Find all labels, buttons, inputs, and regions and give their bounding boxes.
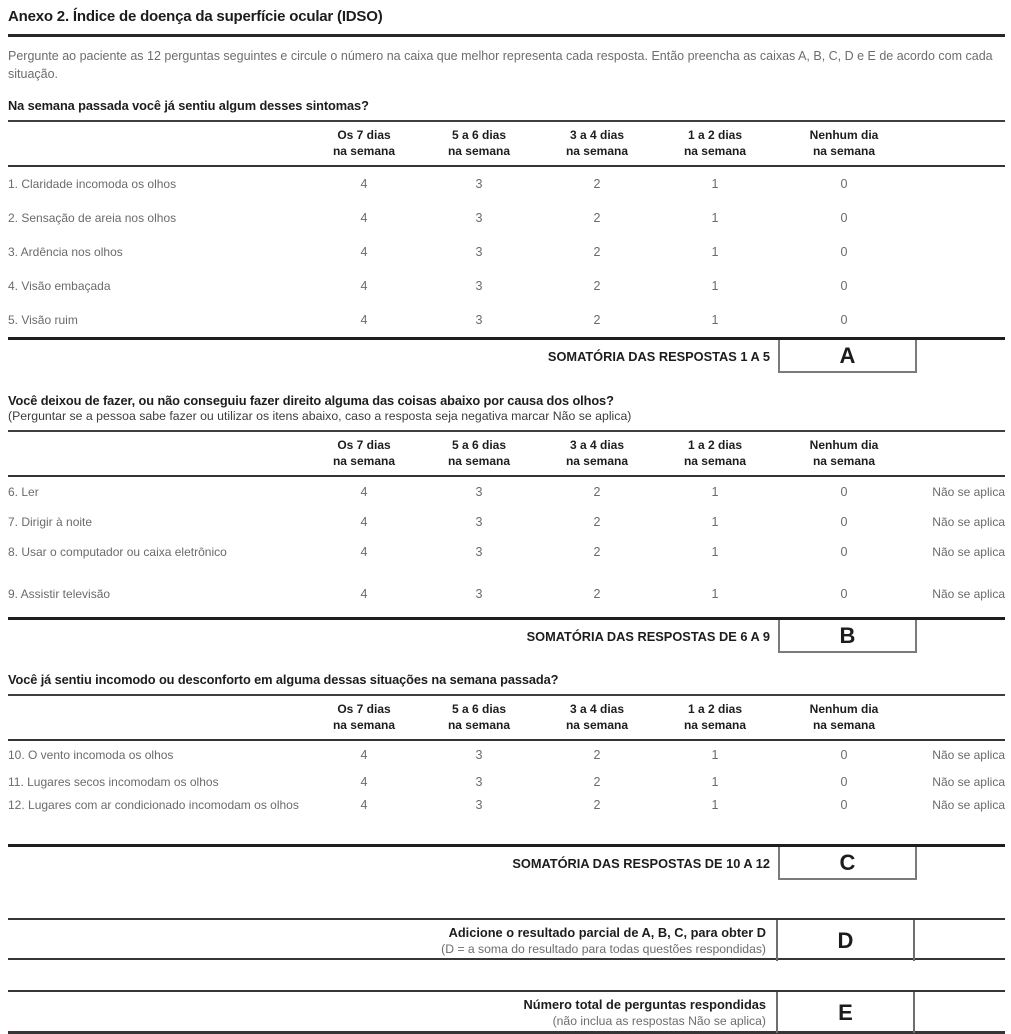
score-cell[interactable]: 0 (840, 798, 848, 812)
column-header-1-2days: 1 a 2 dias na semana (683, 128, 747, 158)
score-cell[interactable]: 3 (475, 747, 483, 762)
score-cell[interactable]: 2 (593, 245, 601, 259)
na-cell[interactable]: Não se aplica (932, 747, 1005, 762)
score-cell[interactable]: 1 (711, 545, 719, 559)
sum-row-a (8, 337, 1005, 376)
score-cell[interactable]: 1 (711, 177, 719, 191)
score-cell[interactable]: 3 (475, 774, 483, 789)
column-header-noday: Nenhum dia na semana (809, 128, 879, 158)
question-label: 1. Claridade incomoda os olhos (8, 177, 177, 191)
score-cell[interactable]: 2 (593, 279, 601, 293)
column-header-7days: Os 7 dias na semana (332, 438, 396, 468)
sum-box-c[interactable] (778, 847, 917, 880)
na-column-spacer (914, 701, 1005, 733)
sum-label-a: SOMATÓRIA DAS RESPOSTAS 1 A 5 (547, 349, 770, 364)
score-cell[interactable]: 0 (840, 485, 848, 499)
column-header-3-4days: 3 a 4 dias na semana (565, 702, 629, 732)
section-2-heading: Você deixou de fazer, ou não conseguiu fazer direito alguma das coisas abaixo por causa dos olhos? (8, 393, 614, 408)
score-cell[interactable]: 2 (593, 587, 601, 601)
section-2-column-headers (8, 430, 1005, 477)
question-label: 3. Ardência nos olhos (8, 245, 123, 259)
total-label-main: Adicione o resultado parcial de A, B, C, para obter D (448, 925, 766, 940)
result-box-e[interactable] (776, 992, 915, 1033)
score-cell[interactable]: 4 (360, 545, 368, 559)
score-cell[interactable]: 3 (475, 245, 483, 259)
score-cell[interactable]: 2 (593, 515, 601, 529)
question-label: 2. Sensação de areia nos olhos (8, 211, 177, 225)
sum-box-letter-a: A (839, 342, 856, 368)
score-cell[interactable]: 2 (593, 177, 601, 191)
column-header-noday: Nenhum dia na semana (809, 438, 879, 468)
question-label: 11. Lugares secos incomodam os olhos (8, 774, 219, 789)
na-column-spacer (914, 437, 1005, 469)
score-cell[interactable]: 0 (840, 177, 848, 191)
score-cell[interactable]: 0 (840, 515, 848, 529)
sum-label-c: SOMATÓRIA DAS RESPOSTAS DE 10 A 12 (512, 856, 770, 871)
score-cell[interactable]: 4 (360, 774, 368, 789)
question-label: 12. Lugares com ar condicionado incomodam os olhos (8, 798, 299, 812)
score-cell[interactable]: 0 (840, 313, 848, 327)
question-row-7 (8, 507, 1005, 537)
sum-box-letter-b: B (839, 622, 856, 648)
score-cell[interactable]: 4 (360, 245, 368, 259)
question-row-10 (8, 741, 1005, 768)
column-header-7days: Os 7 dias na semana (332, 128, 396, 158)
score-cell[interactable]: 1 (711, 211, 719, 225)
score-cell[interactable]: 0 (840, 245, 848, 259)
na-cell[interactable]: Não se aplica (932, 545, 1005, 559)
question-row-11 (8, 768, 1005, 795)
question-column-spacer (8, 437, 308, 469)
result-cell-e[interactable] (915, 992, 1005, 1033)
score-cell[interactable]: 4 (360, 313, 368, 327)
na-cell[interactable]: Não se aplica (932, 774, 1005, 789)
question-row-5 (8, 303, 1005, 337)
score-cell[interactable]: 4 (360, 279, 368, 293)
score-cell[interactable]: 3 (475, 211, 483, 225)
score-cell[interactable]: 0 (840, 747, 848, 762)
question-row-9 (8, 579, 1005, 609)
question-label: 9. Assistir televisão (8, 587, 111, 601)
score-cell[interactable]: 0 (840, 279, 848, 293)
na-column-spacer (914, 127, 1005, 159)
section-2-subheading: (Perguntar se a pessoa sabe fazer ou utilizar os itens abaixo, caso a resposta seja negativa marcar Não se aplica) (8, 409, 632, 423)
question-label: 5. Visão ruim (8, 313, 78, 327)
question-label: 6. Ler (8, 485, 39, 499)
question-column-spacer (8, 127, 308, 159)
score-cell[interactable]: 2 (593, 798, 601, 812)
question-row-8 (8, 537, 1005, 567)
score-cell[interactable]: 4 (360, 485, 368, 499)
na-cell[interactable]: Não se aplica (932, 587, 1005, 601)
score-cell[interactable]: 4 (360, 587, 368, 601)
sum-box-b[interactable] (778, 620, 917, 653)
score-cell[interactable]: 3 (475, 313, 483, 327)
question-row-3 (8, 235, 1005, 269)
page-title: Anexo 2. Índice de doença da superfície ocular (IDSO) (8, 0, 1005, 37)
question-label: 7. Dirigir à noite (8, 515, 93, 529)
result-cell-d[interactable] (915, 920, 1005, 961)
column-header-1-2days: 1 a 2 dias na semana (683, 438, 747, 468)
score-cell[interactable]: 4 (360, 798, 368, 812)
question-row-2 (8, 201, 1005, 235)
column-header-7days: Os 7 dias na semana (332, 702, 396, 732)
score-cell[interactable]: 1 (711, 774, 719, 789)
score-cell[interactable]: 0 (840, 211, 848, 225)
column-header-noday: Nenhum dia na semana (809, 702, 879, 732)
column-header-1-2days: 1 a 2 dias na semana (683, 702, 747, 732)
score-cell[interactable]: 2 (593, 747, 601, 762)
score-cell[interactable]: 4 (360, 211, 368, 225)
section-3-column-headers (8, 694, 1005, 741)
question-label: 4. Visão embaçada (8, 279, 111, 293)
score-cell[interactable]: 1 (711, 798, 719, 812)
score-cell[interactable]: 1 (711, 245, 719, 259)
score-cell[interactable]: 4 (360, 515, 368, 529)
total-label-d (8, 920, 776, 961)
column-header-5-6days: 5 a 6 dias na semana (447, 438, 511, 468)
total-label-main: Número total de perguntas respondidas (523, 997, 766, 1012)
score-cell[interactable]: 3 (475, 545, 483, 559)
score-cell[interactable]: 3 (475, 177, 483, 191)
score-cell[interactable]: 1 (711, 515, 719, 529)
column-header-3-4days: 3 a 4 dias na semana (565, 438, 629, 468)
column-header-5-6days: 5 a 6 dias na semana (447, 702, 511, 732)
score-cell[interactable]: 3 (475, 587, 483, 601)
score-cell[interactable]: 3 (475, 485, 483, 499)
score-cell[interactable]: 1 (711, 313, 719, 327)
section-1-heading: Na semana passada você já sentiu algum desses sintomas? (8, 98, 369, 113)
score-cell[interactable]: 3 (475, 798, 483, 812)
score-cell[interactable]: 1 (711, 587, 719, 601)
total-label-e (8, 992, 776, 1033)
result-box-d[interactable] (776, 920, 915, 961)
score-cell[interactable]: 2 (593, 313, 601, 327)
question-label: 10. O vento incomoda os olhos (8, 747, 174, 762)
sum-label-b: SOMATÓRIA DAS RESPOSTAS DE 6 A 9 (526, 629, 770, 644)
score-cell[interactable]: 0 (840, 774, 848, 789)
score-cell[interactable]: 3 (475, 515, 483, 529)
sum-row-b (8, 617, 1005, 656)
score-cell[interactable]: 2 (593, 211, 601, 225)
total-row-e (8, 990, 1005, 1034)
score-cell[interactable]: 1 (711, 485, 719, 499)
score-cell[interactable]: 3 (475, 279, 483, 293)
score-cell[interactable]: 4 (360, 747, 368, 762)
question-row-1 (8, 167, 1005, 201)
result-box-letter-e: E (838, 999, 853, 1025)
total-row-d (8, 918, 1005, 960)
intro-text: Pergunte ao paciente as 12 perguntas seguintes e circule o número na caixa que melhor representa cada resposta. Então preencha as caixas A, B, C, D e E de acordo com cada situação. (8, 49, 993, 81)
section-3-heading: Você já sentiu incomodo ou desconforto em alguma dessas situações na semana passada? (8, 672, 559, 687)
score-cell[interactable]: 4 (360, 177, 368, 191)
question-column-spacer (8, 701, 308, 733)
total-label-sub: (D = a soma do resultado para todas questões respondidas) (441, 942, 766, 956)
result-box-letter-d: D (837, 927, 854, 953)
score-cell[interactable]: 0 (840, 587, 848, 601)
sum-box-letter-c: C (839, 849, 856, 875)
score-cell[interactable]: 0 (840, 545, 848, 559)
question-row-12 (8, 795, 1005, 838)
score-cell[interactable]: 2 (593, 545, 601, 559)
column-header-3-4days: 3 a 4 dias na semana (565, 128, 629, 158)
score-cell[interactable]: 2 (593, 774, 601, 789)
question-label: 8. Usar o computador ou caixa eletrônico (8, 545, 227, 559)
score-cell[interactable]: 2 (593, 485, 601, 499)
na-cell[interactable]: Não se aplica (932, 798, 1005, 812)
score-cell[interactable]: 1 (711, 747, 719, 762)
section-1-column-headers (8, 120, 1005, 167)
question-row-6 (8, 477, 1005, 507)
sum-row-c (8, 844, 1005, 883)
na-cell[interactable]: Não se aplica (932, 485, 1005, 499)
sum-box-a[interactable] (778, 340, 917, 373)
column-header-5-6days: 5 a 6 dias na semana (447, 128, 511, 158)
total-label-sub: (não inclua as respostas Não se aplica) (552, 1014, 766, 1028)
na-cell[interactable]: Não se aplica (932, 515, 1005, 529)
question-row-4 (8, 269, 1005, 303)
score-cell[interactable]: 1 (711, 279, 719, 293)
